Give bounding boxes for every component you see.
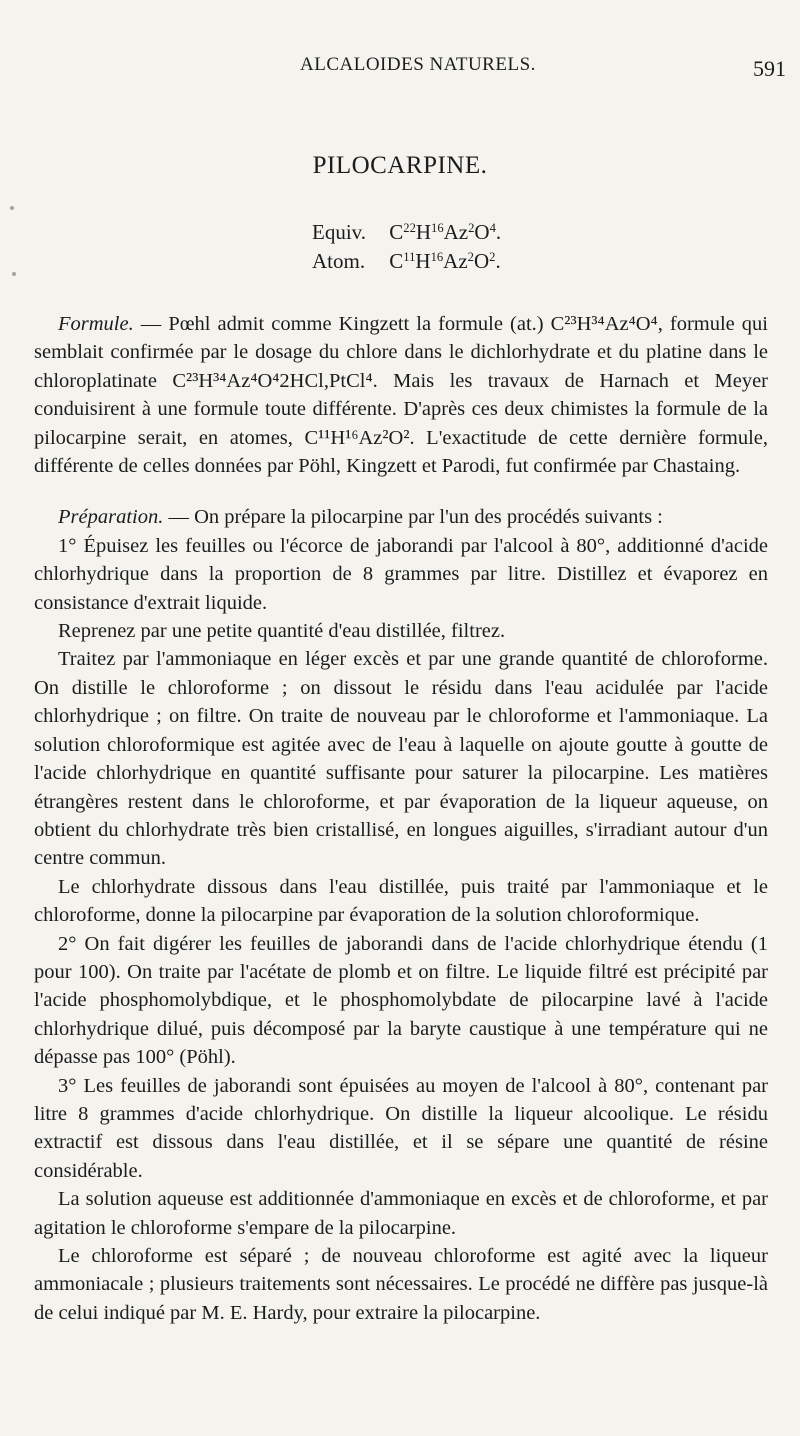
preparation-paragraph: Traitez par l'ammoniaque en léger excès et par une grande quantité de chloroforme. On distille le chloroforme ; on dissout le résidu dans l'eau acidulée par l'acide chlorhydrique ; on filtre. On traite de nouveau par le chloroforme et l'ammoniaque. La solution chloroformique est agitée avec de l'eau à laquelle on ajoute goutte à goutte de l'acide chlorhydrique en quantité suffisante pour saturer la pilocarpine. Les matières étrangères restent dans le chloroforme, et par évaporation de la liqueur aqueuse, on obtient du chlorhydrate très bien cristallisé, en longues aiguilles, s'irradiant autour d'un centre commun. — [34, 648, 768, 870]
atom-c: C — [389, 249, 404, 273]
preparation-lead: Préparation. — [58, 506, 164, 529]
atom-c-count: 11 — [403, 250, 416, 265]
atom-az-count: 2 — [467, 250, 474, 265]
running-head — [0, 54, 800, 84]
atom-o: O — [473, 249, 490, 273]
preparation-paragraph: La solution aqueuse est additionnée d'ammoniaque en excès et de chloroforme, et par agitation le chloroforme s'empare de la pilocarpine. — [34, 1188, 768, 1239]
equiv-c-count: 22 — [403, 221, 416, 236]
preparation-paragraph: Reprenez par une petite quantité d'eau distillée, filtrez. — [58, 620, 506, 643]
chapter-title: PILOCARPINE. — [312, 152, 488, 179]
equivalent-formula — [312, 220, 501, 245]
page-number: 591 — [753, 56, 786, 81]
atom-label: Atom. — [312, 249, 366, 273]
atom-h-count: 16 — [430, 250, 444, 265]
body-text — [34, 310, 768, 1327]
preparation-paragraph: 3° Les feuilles de jaborandi sont épuisées au moyen de l'alcool à 80°, contenant par litre 8 grammes d'acide chlorhydrique. On distille la liqueur alcoolique. Le résidu extractif est dissous dans l'eau distillée, et il se sépare une quantité de résine considérable. — [34, 1074, 768, 1182]
preparation-paragraph: 1° Épuisez les feuilles ou l'écorce de jaborandi par l'alcool à 80°, additionné d'acide chlorhydrique dans la proportion de 8 grammes par litre. Distillez et évaporez en consistance d'extrait liquide. — [34, 534, 768, 614]
formule-text: — Pœhl admit comme Kingzett la formule (at.) C²³H³⁴Az⁴O⁴, formule qui semblait confirmée par le dosage du chlore dans le dichlorhydrate et du platine dans le chloroplatinate C²³H³⁴Az⁴O⁴2HCl,PtCl⁴. Mais les travaux de Harnach et Meyer conduisirent à une formule toute différente. D'après ces deux chimistes la formule de la pilocarpine serait, en atomes, C¹¹H¹⁶Az²O². L'exactitude de cette dernière formule, différente de celles données par Pöhl, Kingzett et Parodi, fut confirmée par Chastaing. — [34, 313, 768, 478]
atom-h: H — [415, 249, 431, 273]
ink-speck — [10, 206, 14, 210]
atom-o-count: 2 — [489, 250, 496, 265]
preparation-paragraph: Le chloroforme est séparé ; de nouveau chloroforme est agité avec la liqueur ammoniacale ; plusieurs traitements sont nécessaires. Le procédé ne diffère pas jusque-là de celui indiqué par M. E. Hardy, pour extraire la pilocarpine. — [34, 1245, 768, 1324]
preparation-intro: — On prépare la pilocarpine par l'un des procédés suivants : — [168, 506, 663, 529]
running-title: ALCALOIDES NATURELS. — [300, 54, 536, 75]
ink-speck — [12, 272, 16, 276]
formule-paragraph — [34, 310, 768, 480]
preparation-intro-paragraph — [34, 503, 768, 531]
equiv-label: Equiv. — [312, 220, 367, 244]
formule-lead: Formule. — [58, 313, 134, 335]
equiv-h-count: 16 — [431, 221, 444, 236]
equiv-az: Az — [443, 220, 469, 244]
equiv-o: O — [474, 220, 490, 244]
atomic-formula — [312, 249, 501, 274]
preparation-paragraph: 2° On fait digérer les feuilles de jaborandi dans de l'acide chlorhydrique étendu (1 pour 100). On traite par l'acétate de plomb et on filtre. Le liquide filtré est précipité par l'acide phosphomolybdique, et le phosphomolybdate de pilocarpine lavé à l'acide chlorhydrique dilué, puis décomposé par la baryte caustique à une température qui ne dépasse pas 100° (Pöhl). — [34, 932, 768, 1069]
equiv-c: C — [389, 220, 404, 244]
equiv-h: H — [415, 220, 432, 244]
preparation-paragraph: Le chlorhydrate dissous dans l'eau distillée, puis traité par l'ammoniaque et le chloroforme, donne la pilocarpine par évaporation de la solution chloroformique. — [34, 875, 768, 927]
atom-az: Az — [443, 249, 468, 273]
equiv-o-count: 4 — [489, 221, 496, 236]
equiv-az-count: 2 — [468, 221, 475, 236]
equiv-period: . — [495, 220, 502, 244]
atom-period: . — [495, 249, 501, 273]
